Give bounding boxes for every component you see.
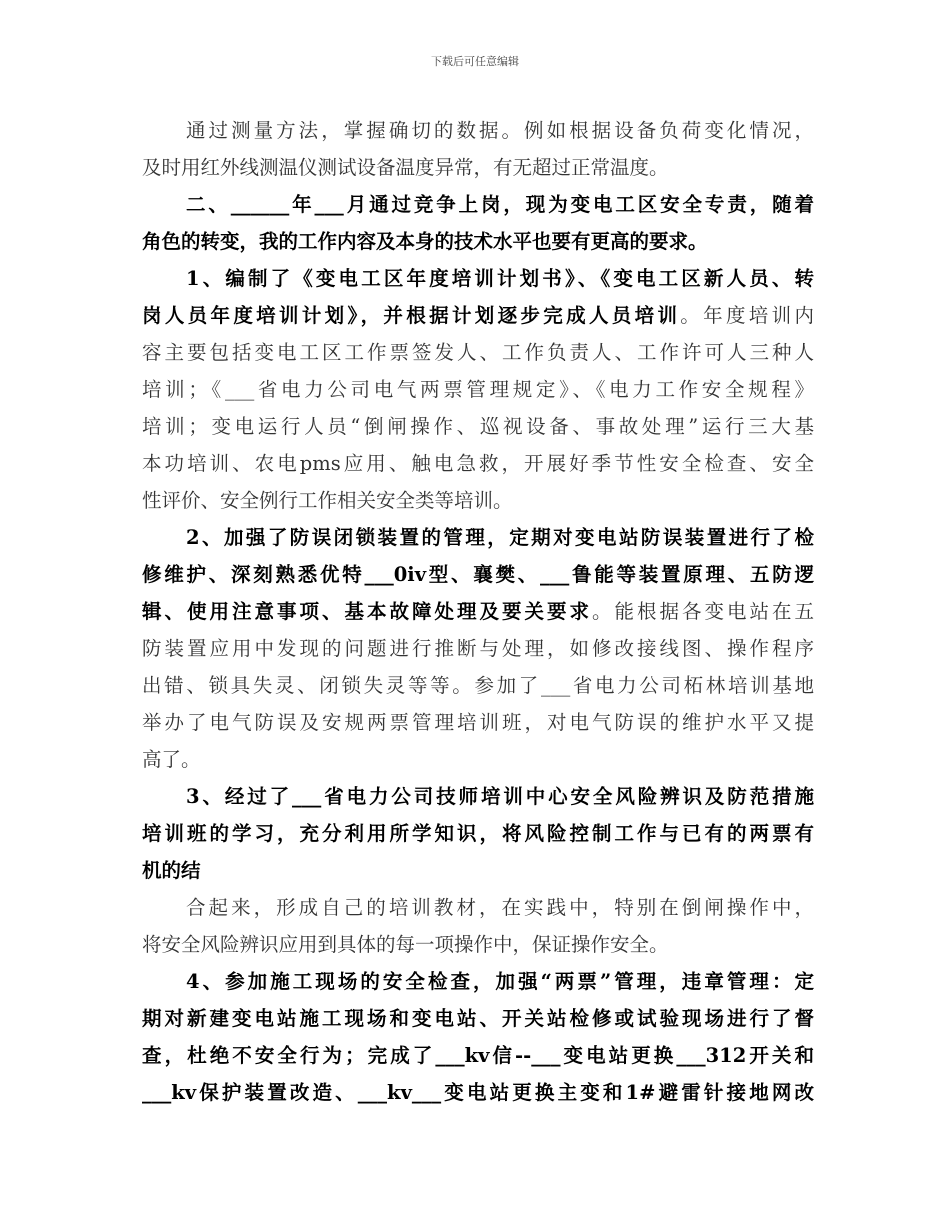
text-line: ___kv保护装置改造、___kv___变电站更换主变和1#避雷针接地网改: [142, 1081, 814, 1104]
text-segment: 。年度培训内: [680, 304, 814, 327]
text-segment: 。能根据各变电站在五: [591, 600, 814, 623]
text-line: 期对新建变电站施工现场和变电站、开关站检修或试验现场进行了督: [142, 1007, 814, 1030]
text-line: [142, 297, 814, 334]
text-line: 培训；《___省电力公司电气两票管理规定》、《电力工作安全规程》: [142, 378, 814, 401]
text-line: 修维护、深刻熟悉优特___0iv型、襄樊、___鲁能等装置原理、五防逻: [142, 563, 814, 586]
text-line: 合起来，形成自己的培训教材，在实践中，特别在倒闸操作中，: [186, 896, 814, 919]
text-line: 性评价、安全例行工作相关安全类等培训。: [142, 489, 513, 512]
text-line: 1、编制了《变电工区年度培训计划书》、《变电工区新人员、转: [186, 267, 814, 290]
text-line: 高了。: [142, 748, 201, 771]
text-line: 角色的转变，我的工作内容及本身的技术水平也要有更高的要求。: [142, 230, 708, 253]
page-header: 下载后可任意编辑: [431, 55, 519, 68]
text-line: 二、______年___月通过竞争上岗，现为变电工区安全专责，随着: [186, 193, 814, 216]
text-line: 查，杜绝不安全行为；完成了___kv信--___变电站更换___312开关和: [142, 1044, 814, 1067]
text-line: 出错、锁具失灵、闭锁失灵等等。参加了___省电力公司柘林培训基地: [142, 674, 814, 697]
text-line: 及时用红外线测温仪测试设备温度异常，有无超过正常温度。: [142, 156, 669, 179]
text-segment: 岗人员年度培训计划》，并根据计划逐步完成人员培训: [142, 304, 681, 327]
text-line: 通过测量方法，掌握确切的数据。例如根据设备负荷变化情况，: [186, 119, 814, 142]
document-body: [142, 112, 814, 1111]
text-line: 本功培训、农电pms应用、触电急救，开展好季节性安全检查、安全: [142, 452, 814, 475]
text-segment: 辑、使用注意事项、基本故障处理及要关要求: [142, 600, 592, 623]
text-line: 培训班的学习，充分利用所学知识，将风险控制工作与已有的两票有: [142, 822, 814, 845]
text-line: 培训；变电运行人员“倒闸操作、巡视设备、事故处理”运行三大基: [142, 415, 814, 438]
text-line: 3、经过了___省电力公司技师培训中心安全风险辨识及防范措施: [186, 785, 814, 808]
text-line: 机的结: [142, 859, 201, 882]
text-line: 容主要包括变电工区工作票签发人、工作负责人、工作许可人三种人: [142, 341, 814, 364]
text-line: 防装置应用中发现的问题进行推断与处理，如修改接线图、操作程序: [142, 637, 814, 660]
text-line: 4、参加施工现场的安全检查，加强“两票”管理，违章管理：定: [186, 970, 814, 993]
text-line: [142, 593, 814, 630]
text-line: 将安全风险辨识应用到具体的每一项操作中，保证操作安全。: [142, 933, 669, 956]
text-line: 2、加强了防误闭锁装置的管理，定期对变电站防误装置进行了检: [186, 526, 814, 549]
text-line: 举办了电气防误及安规两票管理培训班，对电气防误的维护水平又提: [142, 711, 814, 734]
